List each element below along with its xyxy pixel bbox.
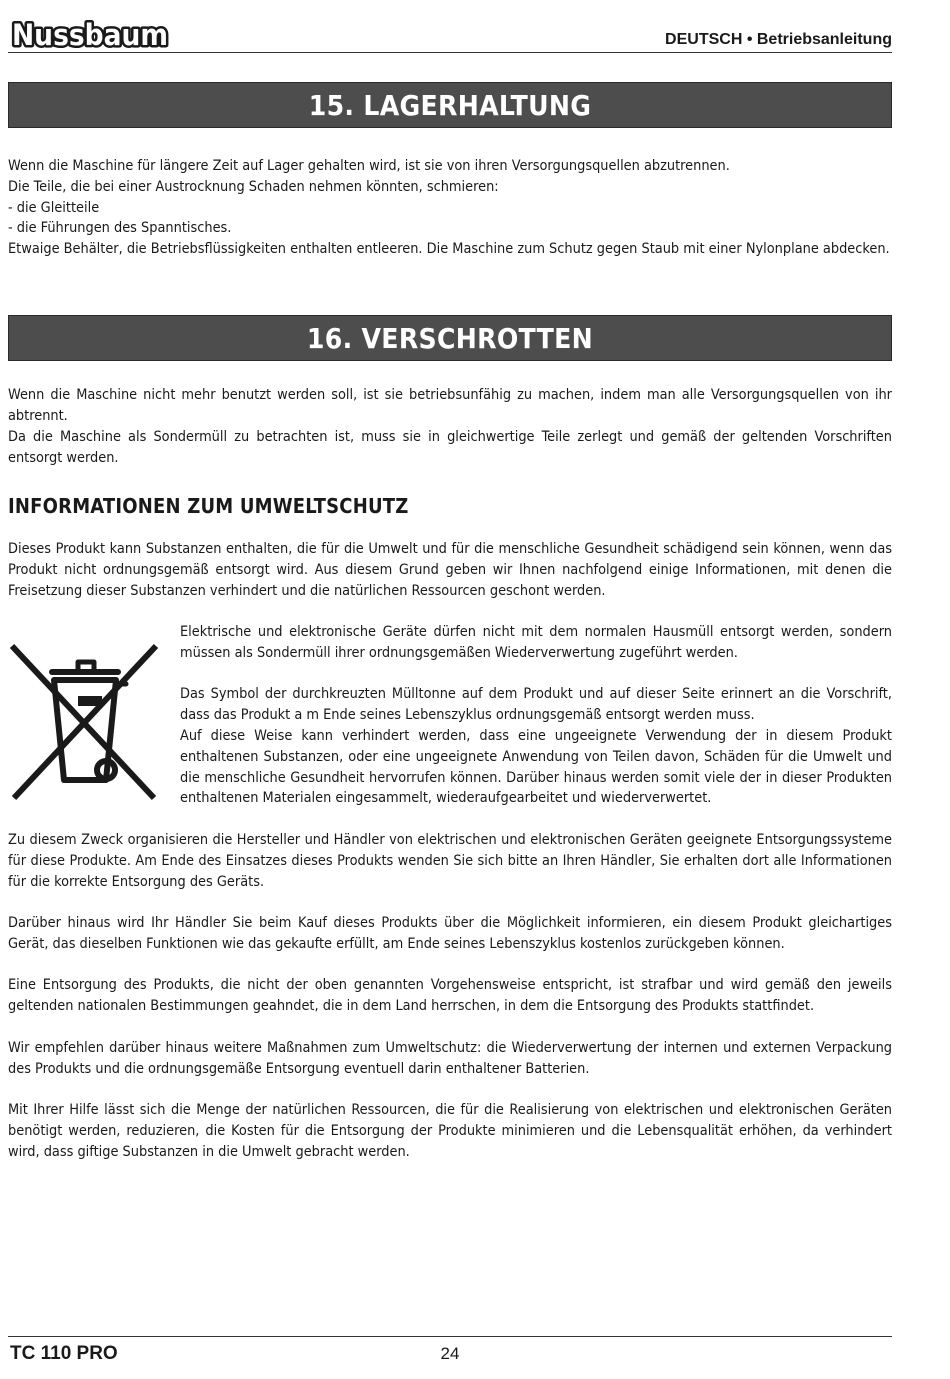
section-heading-verschrotten: 16. VERSCHROTTEN xyxy=(8,315,892,361)
umweltschutz-penalty-paragraph: Eine Entsorgung des Produkts, die nicht der oben genannten Vorgehensweise entspricht, ist strafbar und wird gemäß den jeweils geltenden nationalen Bestimmungen geahndet, die in dem Land herrschen, in dem die Entsorgung des Produkts stattfindet. xyxy=(8,977,892,1014)
umweltschutz-dealers-paragraph: Zu diesem Zweck organisieren die Hersteller und Händler von elektrischen und elektronischen Geräten geeignete Entsorgungssysteme für diese Produkte. Am Ende des Einsatzes dieses Produkts wenden Sie sich bitte an Ihren Händler, Sie erhalten dort alle Informationen für die korrekte Entsorgung des Geräts. xyxy=(8,832,892,890)
umweltschutz-resources-paragraph: Mit Ihrer Hilfe lässt sich die Menge der natürlichen Ressourcen, die für die Realisierung von elektrischen und elektronischen Geräten benötigt werden, reduzieren, die Kosten für die Entsorgung der Produkte minimieren und die Lebensqualität erhöhen, da verhindert wird, dass giftige Substanzen in die Umwelt gebracht werden. xyxy=(8,1102,892,1160)
umweltschutz-heading: INFORMATIONEN ZUM UMWELTSCHUTZ xyxy=(8,494,409,518)
svg-text:Nussbaum: Nussbaum xyxy=(12,18,168,50)
lagerhaltung-text xyxy=(8,156,892,260)
verschrotten-paragraph-2: Da die Maschine als Sondermüll zu betrachten ist, muss sie in gleichwertige Teile zerlegt und gemäß der geltenden Vorschriften entsorgt werden. xyxy=(8,429,892,466)
lagerhaltung-line: Wenn die Maschine für längere Zeit auf Lager gehalten wird, ist sie von ihren Versorgungsquellen abzutrennen. xyxy=(8,158,730,174)
header-language-title: DEUTSCH • Betriebsanleitung xyxy=(665,31,892,48)
footer-model-name: TC 110 PRO xyxy=(10,1343,118,1364)
weee-paragraph-2: Das Symbol der durchkreuzten Mülltonne auf dem Produkt und auf dieser Seite erinnert an die Vorschrift, dass das Produkt a m Ende seines Lebenszyklus ordnungsgemäß entsorgt werden muss. xyxy=(180,686,892,723)
lagerhaltung-line: - die Gleitteile xyxy=(8,199,100,216)
lagerhaltung-line: Etwaige Behälter, die Betriebsflüssigkeiten enthalten entleeren. Die Maschine zum Schutz gegen Staub mit einer Nylonplane abdecken. xyxy=(8,241,890,258)
nussbaum-logo xyxy=(10,18,172,50)
umweltschutz-packaging-paragraph: Wir empfehlen darüber hinaus weitere Maßnahmen zum Umweltschutz: die Wiederverwertung der internen und externen Verpackung des Produkts und die ordnungsgemäße Entsorgung eventuell darin enthaltener Batterien. xyxy=(8,1040,892,1077)
footer-page-number: 24 xyxy=(440,1344,460,1363)
lagerhaltung-line: - die Führungen des Spanntisches. xyxy=(8,220,232,237)
weee-paragraph-3: Auf diese Weise kann verhindert werden, dass eine ungeeignete Verwendung der in diesem Produkt enthaltenen Substanzen, oder eine ungeeignete Anwendung von Teilen davon, Schäden für die Umwelt und die menschliche Gesundheit hervorrufen können. Darüber hinaus werden somit viele der in dieser Produkten enthaltenen Materialen eingesammelt, wiederaufgearbeitet und wiederverwertet. xyxy=(180,728,892,807)
umweltschutz-return-paragraph: Darüber hinaus wird Ihr Händler Sie beim Kauf dieses Produkts über die Möglichkeit informieren, ein diesem Produkt gleichartiges Gerät, das dieselben Funktionen wie das gekaufte erfüllt, am Ende seines Lebenszyklus kostenlos zurückgeben können. xyxy=(8,915,892,952)
lagerhaltung-line: Die Teile, die bei einer Austrocknung Schaden nehmen könnten, schmieren: xyxy=(8,178,499,195)
section-heading-lagerhaltung: 15. LAGERHALTUNG xyxy=(8,82,892,128)
verschrotten-paragraph-1: Wenn die Maschine nicht mehr benutzt werden soll, ist sie betriebsunfähig zu machen, indem man alle Versorgungsquellen von ihr abtrennt. xyxy=(8,387,892,424)
footer-divider xyxy=(8,1336,892,1337)
crossed-out-wheelie-bin-icon xyxy=(8,640,160,802)
header-divider xyxy=(8,52,892,53)
umweltschutz-intro: Dieses Produkt kann Substanzen enthalten, die für die Umwelt und für die menschliche Gesundheit schädigend sein können, wenn das Produkt nicht ordnungsgemäß entsorgt wird. Aus diesem Grund geben wir Ihnen nachfolgend einige Informationen, mit denen die Freisetzung dieser Substanzen verhindert und die natürlichen Ressourcen geschont werden. xyxy=(8,541,892,599)
weee-paragraph-1: Elektrische und elektronische Geräte dürfen nicht mit dem normalen Hausmüll entsorgt werden, sondern müssen als Sondermüll ihrer ordnungsgemäßen Wiederverwertung zugeführt werden. xyxy=(180,624,892,661)
